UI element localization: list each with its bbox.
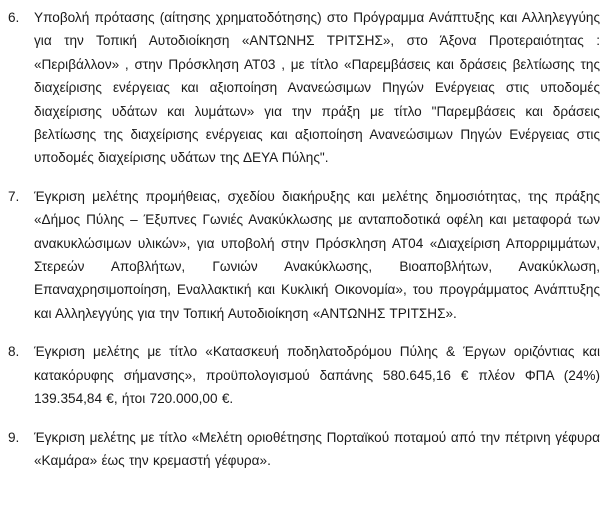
- agenda-document: [0, 6, 610, 487]
- item-number: 8.: [8, 344, 20, 360]
- item-text: Έγκριση μελέτης προμήθειας, σχεδίου διακήρυξης και μελέτης δημοσιότητας, της πράξης «Δήμος Πύλης – Έξυπνες Γωνιές Ανακύκλωσης με ανταποδοτικά οφέλη και μεταφορά των ανακυκλώσιμων υλικών», για υποβολή στην Πρόσκληση ΑΤ04 «Διαχείριση Απορριμμάτων, Στερεών Αποβλήτων, Γωνιών Ανακύκλωσης, Βιοαποβλήτων, Ανακύκλωση, Επαναχρησιμοποίηση, Εναλλακτική και Κυκλική Οικονομία», του προγράμματος Ανάπτυξης και Αλληλεγγύης για την Τοπική Αυτοδιοίκηση «ΑΝΤΩΝΗΣ ΤΡΙΤΣΗΣ».: [34, 188, 600, 321]
- item-number: 6.: [8, 10, 20, 25]
- item-text: Έγκριση μελέτης με τίτλο «Μελέτη οριοθέτησης Πορταϊκού ποταμού από την πέτρινη γέφυρα «Καμάρα» έως την κρεμαστή γέφυρα».: [34, 429, 600, 468]
- item-text: Έγκριση μελέτης με τίτλο «Κατασκευή ποδηλατοδρόμου Πύλης & Έργων οριζόντιας και κατακόρυφης σήμανσης», προϋπολογισμού δαπάνης 580.645,16 € πλέον ΦΠΑ (24%) 139.354,84 €, ήτοι 720.000,00 €.: [34, 344, 600, 407]
- item-number: 9.: [8, 429, 20, 445]
- agenda-item-9: [0, 426, 610, 473]
- agenda-item-8: [0, 340, 610, 410]
- item-text: Υποβολή πρότασης (αίτησης χρηματοδότησης) στο Πρόγραμμα Ανάπτυξης και Αλληλεγγύης για την Τοπική Αυτοδιοίκηση «ΑΝΤΩΝΗΣ ΤΡΙΤΣΗΣ», στο Άξονα Προτεραιότητας : «Περιβάλλον» , στην Πρόσκληση ΑΤ03 , με τίτλο «Παρεμβάσεις και δράσεις βελτίωσης της διαχείρισης ενέργειας και αξιοποίηση Ανανεώσιμων Πηγών Ενέργειας στις υποδομές διαχείρισης υδάτων και λυμάτων» για την πράξη με τίτλο "Παρεμβάσεις και δράσεις βελτίωσης της διαχείρισης ενέργειας και αξιοποίηση Ανανεώσιμων Πηγών Ενέργειας στις υποδομές διαχείρισης υδάτων της ΔΕΥΑ Πύλης".: [34, 10, 600, 166]
- agenda-item-6: [0, 6, 610, 170]
- item-number: 7.: [8, 188, 20, 204]
- agenda-item-7: [0, 185, 610, 325]
